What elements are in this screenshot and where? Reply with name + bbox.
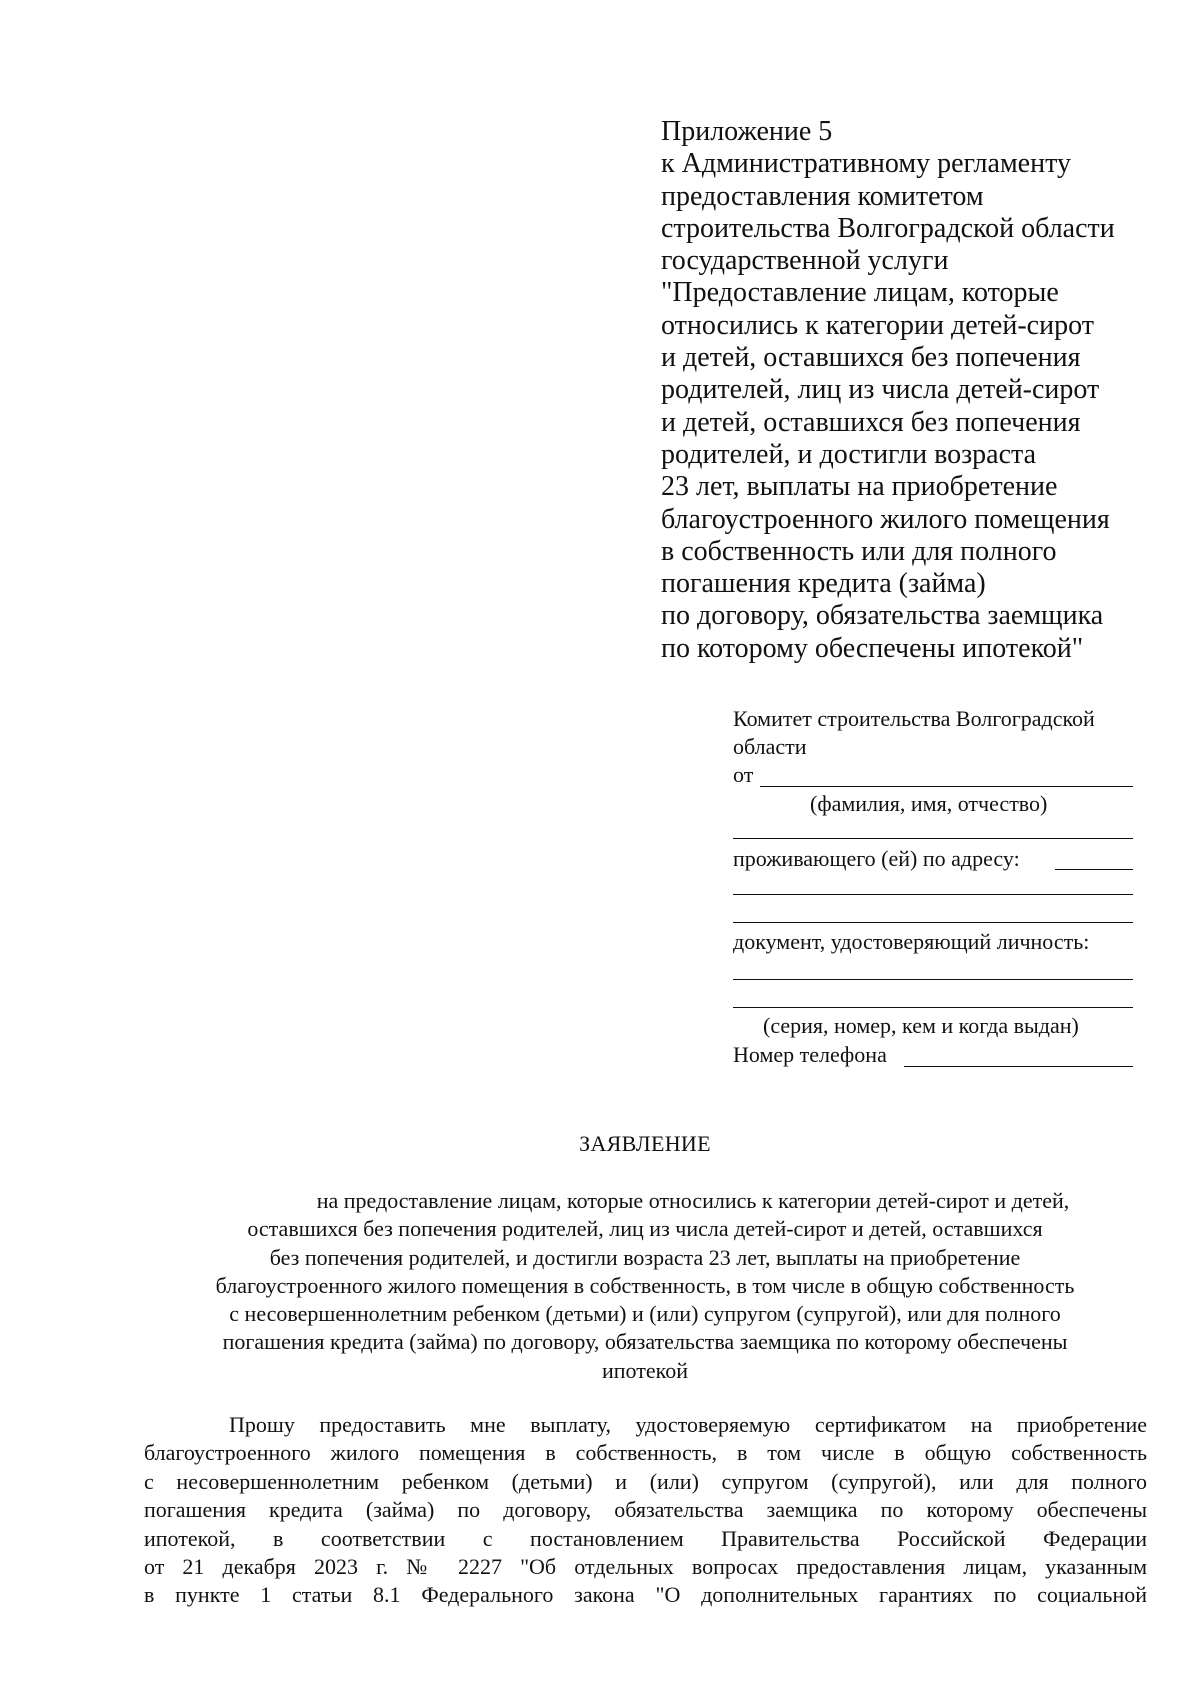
body-line: благоустроенного жилого помещения в собственность, в том числе в общую собственность: [144, 1440, 1147, 1466]
identity-document-field-line2[interactable]: [733, 1007, 1133, 1008]
application-subject: [150, 1187, 1140, 1385]
appendix-line: и детей, оставшихся без попечения: [661, 342, 1081, 374]
from-label: от: [733, 762, 754, 787]
identity-document-label: документ, удостоверяющий личность:: [733, 929, 1090, 954]
subject-line: благоустроенного жилого помещения в собственность, в том числе в общую собственность: [215, 1272, 1075, 1298]
committee-name-line2: области: [733, 734, 807, 759]
subject-line: оставшихся без попечения родителей, лиц из числа детей-сирот и детей, оставшихся: [247, 1216, 1043, 1242]
appendix-line: по которому обеспечены ипотекой": [661, 632, 1084, 664]
appendix-line: относились к категории детей-сирот: [661, 309, 1094, 341]
appendix-line: и детей, оставшихся без попечения: [661, 406, 1081, 438]
applicant-name-field[interactable]: [760, 786, 1133, 787]
subject-line: погашения кредита (займа) по договору, обязательства заемщика по которому обеспечены: [222, 1329, 1068, 1355]
application-body: [144, 1411, 1147, 1610]
appendix-line: предоставления комитетом: [661, 180, 984, 212]
committee-name-line1: Комитет строительства Волгоградской: [733, 706, 1095, 731]
body-line: от 21 декабря 2023 г. № 2227 "Об отдельных вопросах предоставления лицам, указанным: [144, 1554, 1147, 1580]
body-line: Прошу предоставить мне выплату, удостоверяемую сертификатом на приобретение: [229, 1412, 1147, 1437]
appendix-line: благоустроенного жилого помещения: [661, 503, 1110, 535]
appendix-line: строительства Волгоградской области: [661, 212, 1115, 244]
appendix-line: государственной услуги: [661, 245, 949, 277]
appendix-line: родителей, и достигли возраста: [661, 438, 1037, 470]
address-field[interactable]: [1055, 869, 1133, 870]
subject-line: ипотекой: [602, 1357, 688, 1383]
body-line: погашения кредита (займа) по договору, обязательства заемщика по которому обеспечены: [144, 1497, 1147, 1523]
subject-line: без попечения родителей, и достигли возраста 23 лет, выплаты на приобретение: [269, 1244, 1021, 1270]
appendix-line: Приложение 5: [661, 116, 833, 147]
phone-label: Номер телефона: [733, 1042, 887, 1067]
subject-line: на предоставление лицам, которые относились к категории детей-сирот и детей,: [316, 1188, 1070, 1213]
body-line: в пункте 1 статьи 8.1 Федерального закона "О дополнительных гарантиях по социальной: [144, 1582, 1147, 1608]
appendix-line: 23 лет, выплаты на приобретение: [661, 471, 1058, 503]
appendix-line: погашения кредита (займа): [661, 568, 986, 600]
appendix-line: родителей, лиц из числа детей-сирот: [661, 374, 1100, 406]
body-line: с несовершеннолетним ребенком (детьми) и (или) супругом (супругой), или для полного: [144, 1468, 1147, 1494]
appendix-line: "Предоставление лицам, которые: [661, 277, 1059, 309]
address-field-line2[interactable]: [733, 894, 1133, 895]
fio-hint: (фамилия, имя, отчество): [810, 791, 1048, 816]
appendix-header: [661, 116, 1181, 665]
address-field-line3[interactable]: [733, 922, 1133, 923]
subject-line: с несовершеннолетним ребенком (детьми) и (или) супругом (супругой), или для полного: [229, 1301, 1061, 1327]
phone-field[interactable]: [904, 1066, 1133, 1067]
identity-document-field[interactable]: [733, 979, 1133, 980]
address-label: проживающего (ей) по адресу:: [733, 846, 1020, 871]
document-hint: (серия, номер, кем и когда выдан): [763, 1013, 1079, 1038]
body-line: ипотекой, в соответствии с постановлением Правительства Российской Федерации: [144, 1525, 1147, 1551]
appendix-line: по договору, обязательства заемщика: [661, 600, 1104, 632]
appendix-line: к Административному регламенту: [661, 148, 1071, 180]
applicant-name-field-continued[interactable]: [733, 838, 1133, 839]
appendix-line: в собственность или для полного: [661, 535, 1057, 567]
document-title: ЗАЯВЛЕНИЕ: [579, 1131, 711, 1156]
